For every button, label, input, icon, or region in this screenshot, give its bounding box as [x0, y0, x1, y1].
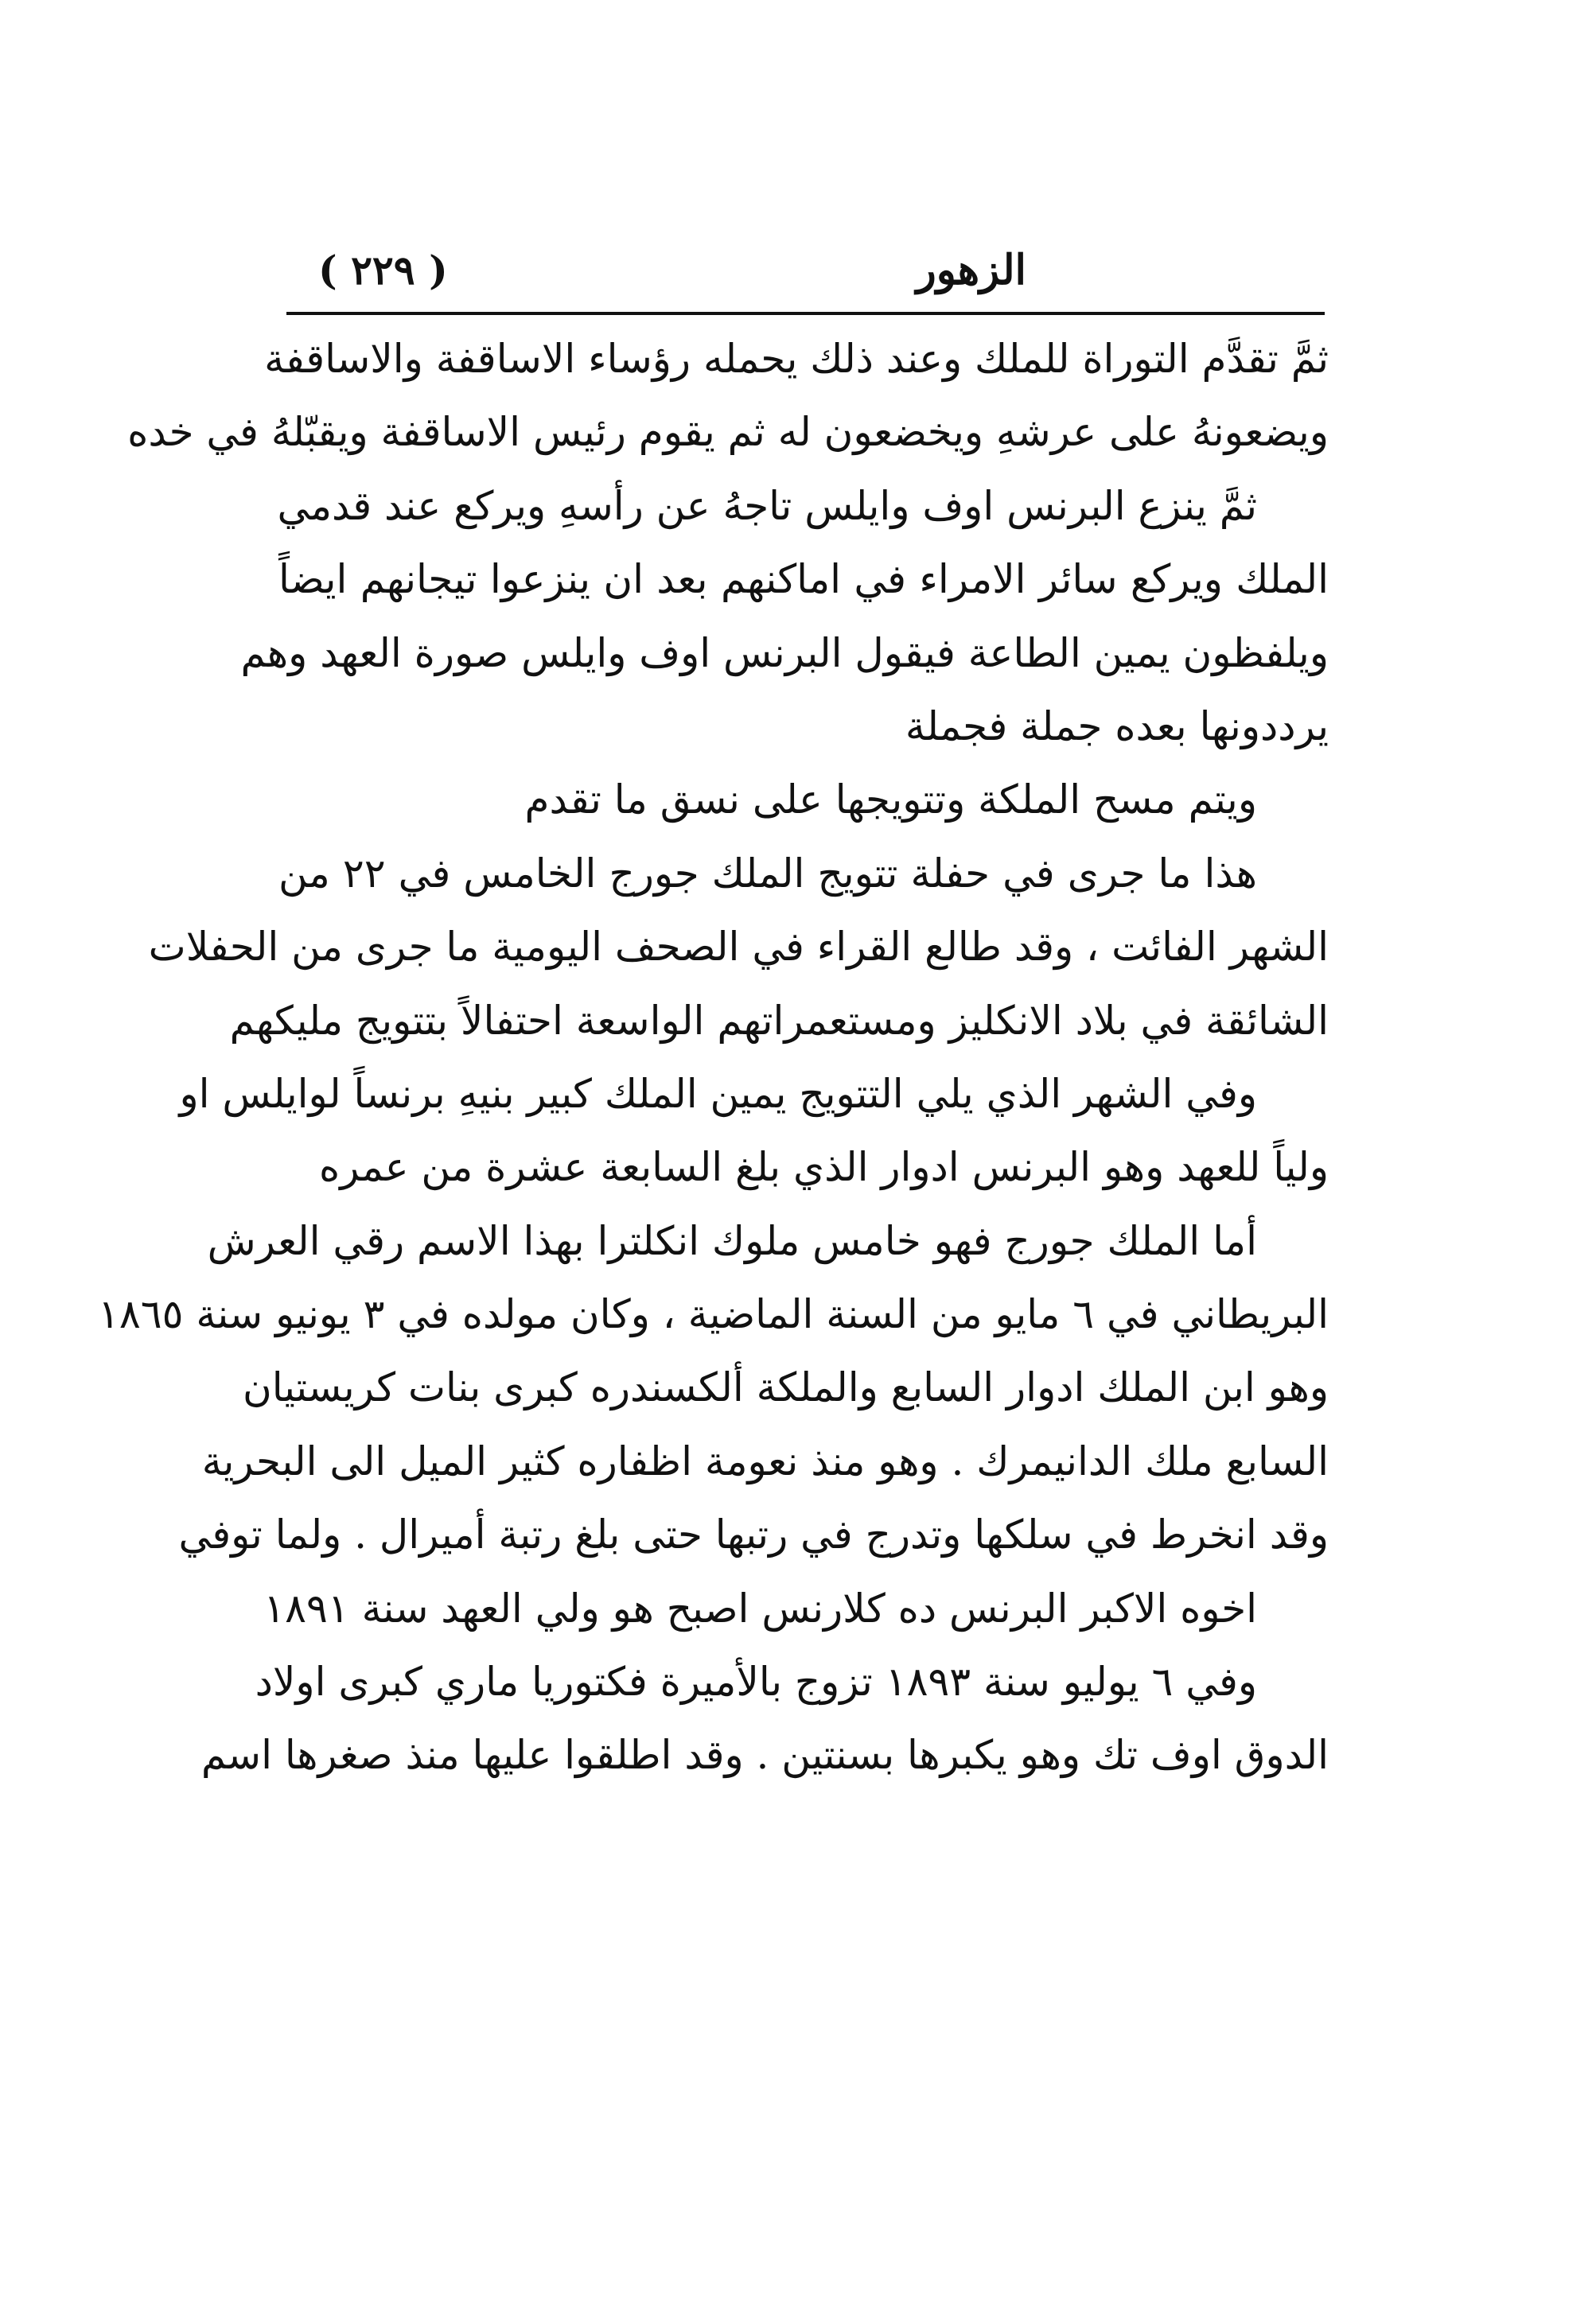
text-line: الشائقة في بلاد الانكليز ومستعمراتهم الواسعة احتفالاً بتتويج مليكهم: [229, 997, 1329, 1044]
text-line: ثمَّ تقدَّم التوراة للملك وعند ذلك يحمله رؤساء الاساقفة والاساقفة: [264, 336, 1329, 382]
page-number: ( ٢٢٩ ): [318, 247, 448, 294]
text-line: وهو ابن الملك ادوار السابع والملكة ألكسندره كبرى بنات كريستيان: [243, 1364, 1329, 1411]
text-line: هذا ما جرى في حفلة تتويج الملك جورج الخامس في ٢٢ من: [278, 850, 1257, 897]
text-line: أما الملك جورج فهو خامس ملوك انكلترا بهذا الاسم رقي العرش: [207, 1217, 1257, 1264]
text-line: الدوق اوف تك وهو يكبرها بسنتين . وقد اطلقوا عليها منذ صغرها اسم: [200, 1732, 1329, 1779]
text-line: وفي الشهر الذي يلي التتويج يمين الملك كبير بنيهِ برنساً لوايلس او: [179, 1070, 1257, 1117]
text-line: ويلفظون يمين الطاعة فيقول البرنس اوف وايلس صورة العهد وهم: [240, 629, 1329, 676]
text-line: اخوه الاكبر البرنس ده كلارنس اصبح هو ولي العهد سنة ١٨٩١: [263, 1585, 1257, 1632]
running-title: الزهور: [916, 246, 1026, 294]
text-line: وفي ٦ يوليو سنة ١٨٩٣ تزوج بالأميرة فكتوريا ماري كبرى اولاد: [255, 1659, 1257, 1706]
text-line: وقد انخرط في سلكها وتدرج في رتبها حتى بلغ رتبة أميرال . ولما توفي: [178, 1512, 1329, 1558]
text-line: البريطاني في ٦ مايو من السنة الماضية ، وكان مولده في ٣ يونيو سنة ١٨٦٥: [98, 1291, 1329, 1338]
text-line: ويتم مسح الملكة وتتويجها على نسق ما تقدم: [524, 776, 1257, 823]
text-line: الشهر الفائت ، وقد طالع القراء في الصحف اليومية ما جرى من الحفلات: [148, 924, 1329, 971]
header-rule: [286, 312, 1325, 315]
body-text: [98, 322, 1329, 1792]
text-line: ثمَّ ينزع البرنس اوف وايلس تاجهُ عن رأسهِ ويركع عند قدمي: [277, 482, 1257, 529]
text-line: ولياً للعهد وهو البرنس ادوار الذي بلغ السابعة عشرة من عمره: [319, 1144, 1329, 1191]
page-header: [286, 239, 1329, 310]
text-line: يرددونها بعده جملة فجملة: [905, 702, 1329, 749]
text-line: الملك ويركع سائر الامراء في اماكنهم بعد ان ينزعوا تيجانهم ايضاً: [278, 556, 1329, 603]
text-line: ويضعونهُ على عرشهِ ويخضعون له ثم يقوم رئيس الاساقفة ويقبّلهُ في خده: [127, 409, 1329, 456]
text-line: السابع ملك الدانيمرك . وهو منذ نعومة اظفاره كثير الميل الى البحرية: [201, 1438, 1329, 1484]
